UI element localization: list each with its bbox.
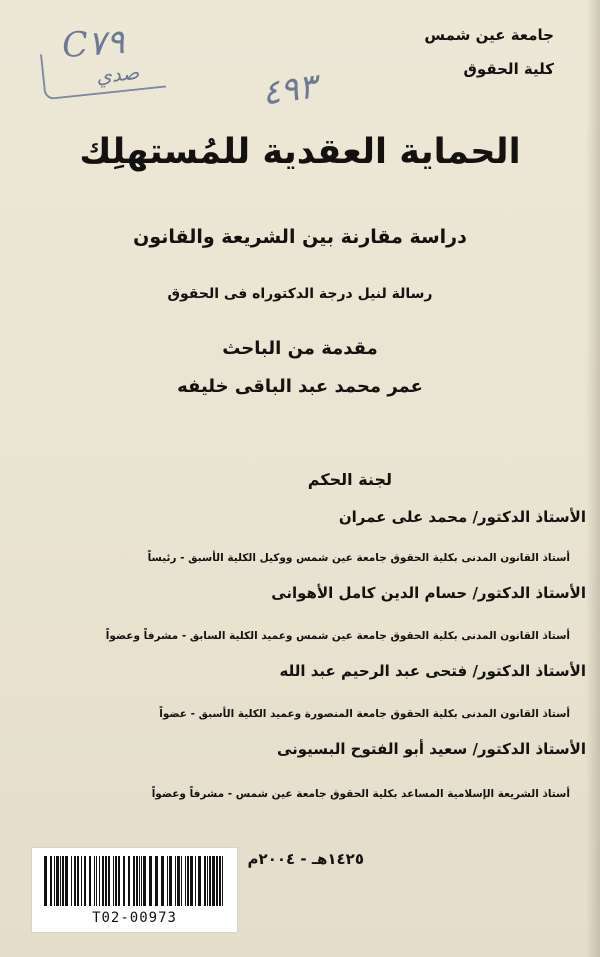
barcode-bar — [94, 856, 95, 906]
barcode-bar — [50, 856, 52, 906]
barcode-bar — [115, 856, 117, 906]
faculty-name: كلية الحقوق — [463, 60, 554, 78]
barcode-bar — [81, 856, 82, 906]
thesis-subtitle: دراسة مقارنة بين الشريعة والقانون — [133, 226, 467, 248]
barcode-bars — [42, 856, 227, 906]
barcode-bar — [204, 856, 206, 906]
author-name: عمر محمد عبد الباقى خليفه — [177, 376, 423, 397]
barcode-bar — [207, 856, 208, 906]
barcode-bar — [102, 856, 104, 906]
barcode-code: T02-00973 — [92, 910, 177, 926]
barcode-bar — [139, 856, 140, 906]
barcode-bar — [44, 856, 47, 906]
committee-member-name: الأستاذ الدكتور/ حسام الدين كامل الأهوانى — [271, 584, 586, 602]
committee-member-description: أستاذ الشريعة الإسلامية المساعد بكلية الحقوق جامعة عين شمس - مشرفاً وعضواً — [151, 788, 570, 800]
thesis-title: الحماية العقدية للمُستهلِك — [79, 132, 521, 172]
barcode-bar — [105, 856, 107, 906]
committee-member-name: الأستاذ الدكتور/ فتحى عبد الرحيم عبد الله — [279, 662, 586, 680]
barcode-bar — [190, 856, 193, 906]
barcode-label — [31, 847, 238, 933]
barcode-bar — [141, 856, 142, 906]
barcode-bar — [60, 856, 61, 906]
barcode-bar — [133, 856, 135, 906]
barcode-bar — [212, 856, 215, 906]
barcode-bar — [198, 856, 201, 906]
barcode-bar — [54, 856, 55, 906]
degree-statement: رسالة لنيل درجة الدكتوراه فى الحقوق — [167, 286, 433, 302]
committee-member-description: أستاذ القانون المدنى بكلية الحقوق جامعة المنصورة وعميد الكلية الأسبق - عضواً — [159, 708, 570, 720]
barcode-bar — [216, 856, 218, 906]
barcode-bar — [181, 856, 182, 906]
committee-member-name: الأستاذ الدكتور/ محمد على عمران — [338, 508, 586, 526]
publication-date: ١٤٢٥هـ - ٢٠٠٤م — [247, 850, 364, 868]
barcode-bar — [99, 856, 100, 906]
barcode-bar — [65, 856, 68, 906]
barcode-bar — [108, 856, 110, 906]
barcode-bar — [74, 856, 76, 906]
barcode-bar — [143, 856, 146, 906]
barcode-bar — [77, 856, 79, 906]
barcode-bar — [136, 856, 138, 906]
barcode-bar — [222, 856, 223, 906]
barcode-bar — [175, 856, 176, 906]
barcode-bar — [169, 856, 172, 906]
barcode-bar — [155, 856, 158, 906]
barcode-bar — [96, 856, 97, 906]
university-name: جامعة عين شمس — [424, 26, 554, 44]
barcode-bar — [195, 856, 196, 906]
committee-member-name: الأستاذ الدكتور/ سعيد أبو الفتوح البسيونى — [276, 740, 586, 758]
barcode-bar — [209, 856, 211, 906]
barcode-bar — [161, 856, 164, 906]
barcode-bar — [89, 856, 91, 906]
barcode-bar — [71, 856, 72, 906]
barcode-bar — [128, 856, 130, 906]
handwritten-note: صدي — [94, 59, 141, 89]
barcode-bar — [123, 856, 125, 906]
barcode-bar — [118, 856, 120, 906]
barcode-bar — [84, 856, 86, 906]
barcode-bar — [219, 856, 221, 906]
barcode-bar — [187, 856, 189, 906]
committee-member-description: أستاذ القانون المدنى بكلية الحقوق جامعة عين شمس ووكيل الكلية الأسبق - رئيساً — [147, 552, 570, 564]
barcode-bar — [177, 856, 180, 906]
barcode-bar — [185, 856, 186, 906]
committee-member-description: أستاذ القانون المدنى بكلية الحقوق جامعة عين شمس وعميد الكلية السابق - مشرفاً وعضواً — [105, 630, 570, 642]
barcode-bar — [167, 856, 168, 906]
barcode-bar — [56, 856, 59, 906]
barcode-bar — [113, 856, 114, 906]
committee-title: لجنة الحكم — [307, 470, 392, 489]
handwritten-code: C٧٩ — [60, 21, 126, 67]
handwritten-number: ٤٩٣ — [259, 66, 320, 114]
barcode-bar — [149, 856, 152, 906]
presented-by: مقدمة من الباحث — [222, 338, 378, 359]
barcode-bar — [62, 856, 64, 906]
